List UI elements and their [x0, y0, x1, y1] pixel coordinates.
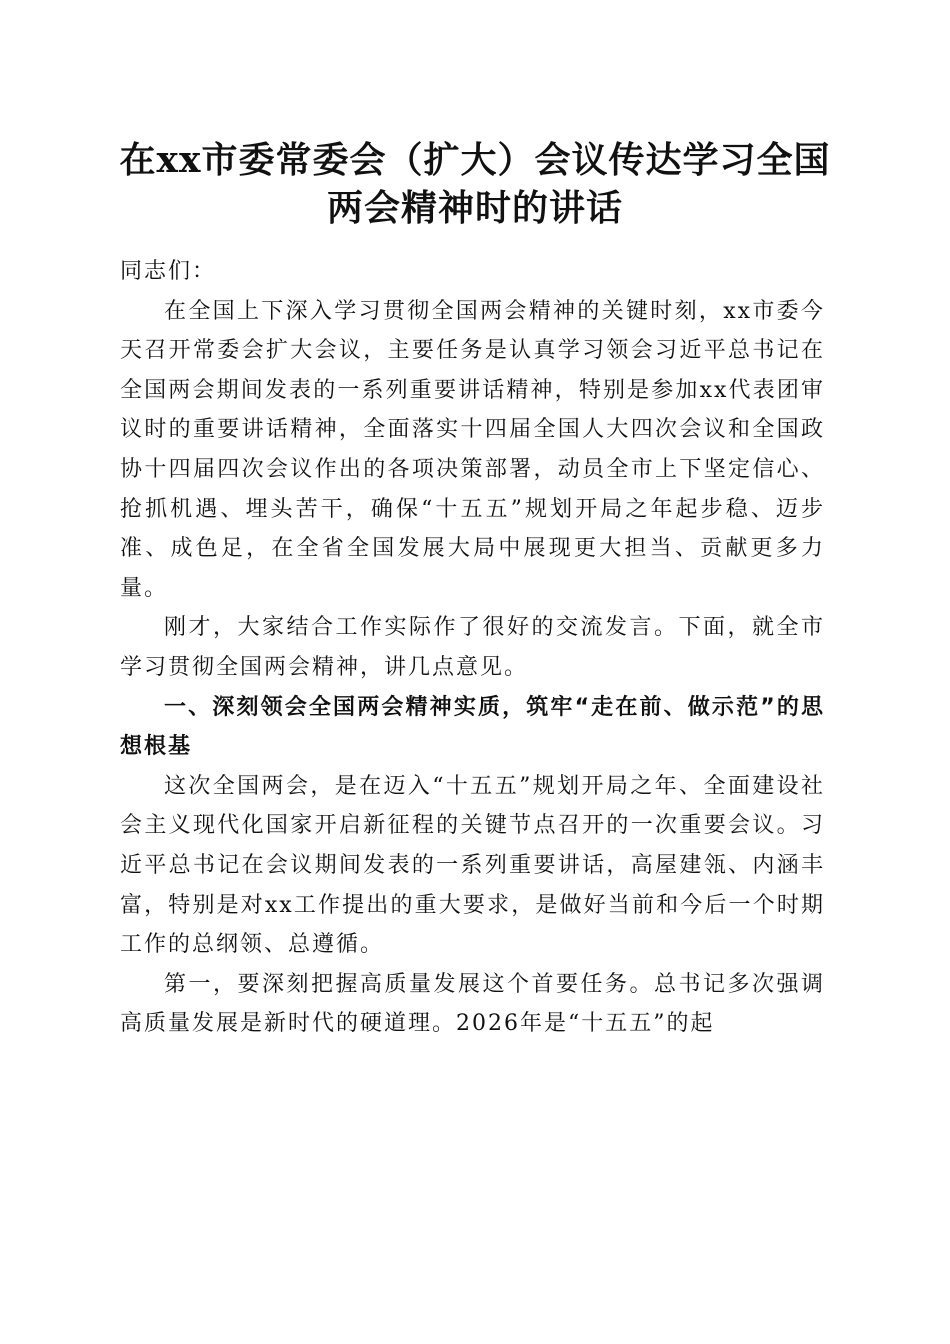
body-paragraph: 第一，要深刻把握高质量发展这个首要任务。总书记多次强调高质量发展是新时代的硬道理。2026年是“十五五”的起: [120, 971, 825, 1037]
document-title: [100, 136, 850, 232]
salutation: 同志们：: [120, 259, 217, 284]
body-paragraph: 在全国上下深入学习贯彻全国两会精神的关键时刻，xx市委今天召开常委会扩大会议，主要任务是认真学习领会习近平总书记在全国两会期间发表的一系列重要讲话精神，特别是参加xx代表团审议时的重要讲话精神，全面落实十四届全国人大四次会议和全国政协十四届四次会议作出的各项决策部署，动员全市上下坚定信心、抢抓机遇、埋头苦干，确保“十五五”规划开局之年起步稳、迈步准、成色足，在全省全国发展大局中展现更大担当、贡献更多力量。: [120, 298, 825, 601]
body-paragraph: 这次全国两会，是在迈入“十五五”规划开局之年、全面建设社会主义现代化国家开启新征程的关键节点召开的一次重要会议。习近平总书记在会议期间发表的一系列重要讲话，高屋建瓴、内涵丰富，特别是对xx工作提出的重大要求，是做好当前和今后一个时期工作的总纲领、总遵循。: [120, 773, 825, 958]
body-paragraph: 刚才，大家结合工作实际作了很好的交流发言。下面，就全市学习贯彻全国两会精神，讲几点意见。: [120, 615, 825, 680]
document-body: [120, 252, 825, 1044]
title-line-2: 两会精神时的讲话: [326, 187, 623, 229]
section-heading: 一、深刻领会全国两会精神实质，筑牢“走在前、做示范”的思想根基: [120, 694, 825, 760]
title-line-1: 在xx市委常委会（扩大）会议传达学习全国: [119, 139, 831, 181]
